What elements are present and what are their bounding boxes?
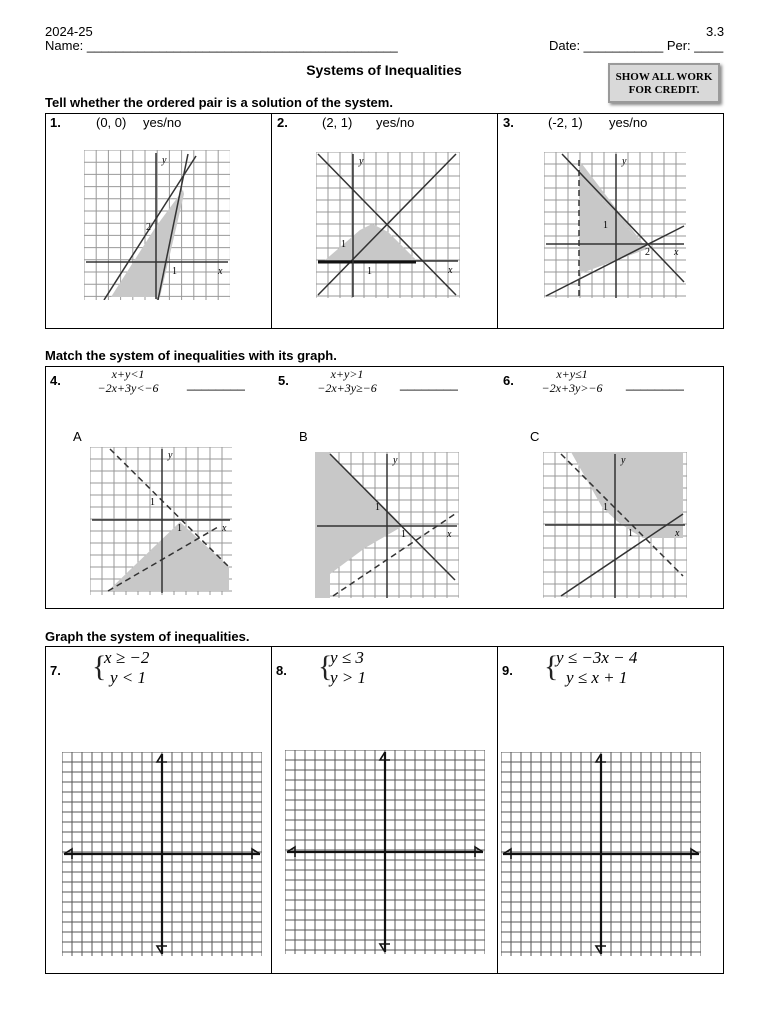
brace-9: { [544, 650, 559, 683]
problem-9-inequality-1: y ≤ −3x − 4 [556, 648, 638, 667]
problem-3-answer[interactable]: yes/no [609, 115, 648, 130]
problem-2-number: 2. [277, 115, 288, 130]
problem-9-inequality-2: y ≤ x + 1 [566, 668, 628, 687]
problem-4-number: 4. [50, 373, 61, 388]
problem-8-inequality-2: y > 1 [330, 668, 367, 687]
blank-graph-9[interactable] [501, 752, 701, 956]
tick-label: 1 [341, 239, 346, 250]
axis-label-y: y [359, 156, 364, 167]
problem-5-system [303, 367, 391, 395]
axis-label-y: y [168, 450, 173, 461]
blank-graph-7[interactable] [62, 752, 262, 956]
graph-label-b: B [299, 429, 308, 444]
problem-6-blank[interactable]: ________ [626, 376, 684, 391]
part3-instruction: Graph the system of inequalities. [45, 629, 250, 644]
part1-instruction: Tell whether the ordered pair is a solution of the system. [45, 95, 393, 110]
axis-label-y: y [162, 155, 167, 166]
axis-label-x: x [218, 266, 223, 277]
problem-4-inequality-1: x+y<1 [111, 367, 145, 381]
problem-4-inequality-2: −2x+3y<−6 [97, 381, 159, 395]
axis-label-y: y [393, 455, 398, 466]
graph-problem-1 [84, 150, 230, 300]
tick-label: 2 [645, 247, 650, 258]
axis-label-y: y [621, 455, 626, 466]
problem-6-inequality-1: x+y≤1 [556, 367, 588, 381]
problem-8-inequality-1: y ≤ 3 [330, 648, 364, 667]
graph-a [90, 447, 232, 595]
date-period-field[interactable]: Date: ___________ Per: ____ [549, 38, 724, 53]
problem-6-system [528, 367, 616, 395]
page-title: Systems of Inequalities [306, 62, 462, 78]
problem-5-inequality-1: x+y>1 [330, 367, 364, 381]
tick-label: 1 [401, 529, 406, 540]
tick-label: 1 [177, 523, 182, 534]
tick-label: 1 [172, 266, 177, 277]
problem-7-inequality-1: x ≥ −2 [104, 648, 150, 667]
name-field[interactable]: Name: ___________________________________________ [45, 38, 398, 53]
graph-problem-2 [316, 152, 460, 298]
tick-label: 1 [603, 220, 608, 231]
graph-c [543, 452, 687, 598]
axis-label-x: x [674, 247, 679, 258]
graph-label-c: C [530, 429, 540, 444]
show-work-stamp [608, 63, 720, 103]
problem-9-system [556, 648, 637, 688]
problem-5-number: 5. [278, 373, 289, 388]
problem-6-number: 6. [503, 373, 514, 388]
problem-9-number: 9. [502, 663, 513, 678]
brace-8: { [318, 650, 333, 683]
brace-7: { [92, 650, 107, 683]
problem-8-number: 8. [276, 663, 287, 678]
graph-b [315, 452, 459, 598]
tick-label: 2 [146, 222, 151, 233]
problem-3-pair: (-2, 1) [548, 115, 583, 130]
problem-7-number: 7. [50, 663, 61, 678]
problem-7-system [104, 648, 149, 688]
tick-label: 1 [367, 266, 372, 277]
axis-label-x: x [222, 523, 227, 534]
problem-1-answer[interactable]: yes/no [143, 115, 182, 130]
axis-label-x: x [675, 528, 680, 539]
problem-1-pair: (0, 0) [96, 115, 127, 130]
part2-instruction: Match the system of inequalities with its graph. [45, 348, 337, 363]
problem-2-pair: (2, 1) [322, 115, 353, 130]
axis-label-x: x [447, 529, 452, 540]
problem-5-inequality-2: −2x+3y≥−6 [317, 381, 377, 395]
graph-label-a: A [73, 429, 82, 444]
problem-3-number: 3. [503, 115, 514, 130]
problem-4-blank[interactable]: ________ [187, 376, 245, 391]
tick-label: 1 [150, 497, 155, 508]
problem-6-inequality-2: −2x+3y>−6 [541, 381, 603, 395]
axis-label-x: x [448, 265, 453, 276]
tick-label: 1 [603, 502, 608, 513]
axis-label-y: y [622, 156, 627, 167]
tick-label: 1 [628, 528, 633, 539]
problem-2-answer[interactable]: yes/no [376, 115, 415, 130]
problem-1-number: 1. [50, 115, 61, 130]
section-number: 3.3 [706, 24, 725, 39]
problem-4-system [84, 367, 172, 395]
problem-7-inequality-2: y < 1 [110, 668, 147, 687]
tick-label: 1 [375, 502, 380, 513]
school-year: 2024-25 [45, 24, 93, 39]
blank-graph-8[interactable] [285, 750, 485, 954]
stamp-line-1: SHOW ALL WORK [615, 71, 713, 83]
graph-problem-3 [544, 152, 686, 298]
problem-8-system [330, 648, 366, 688]
problem-5-blank[interactable]: ________ [400, 376, 458, 391]
stamp-line-2: FOR CREDIT. [628, 84, 700, 96]
